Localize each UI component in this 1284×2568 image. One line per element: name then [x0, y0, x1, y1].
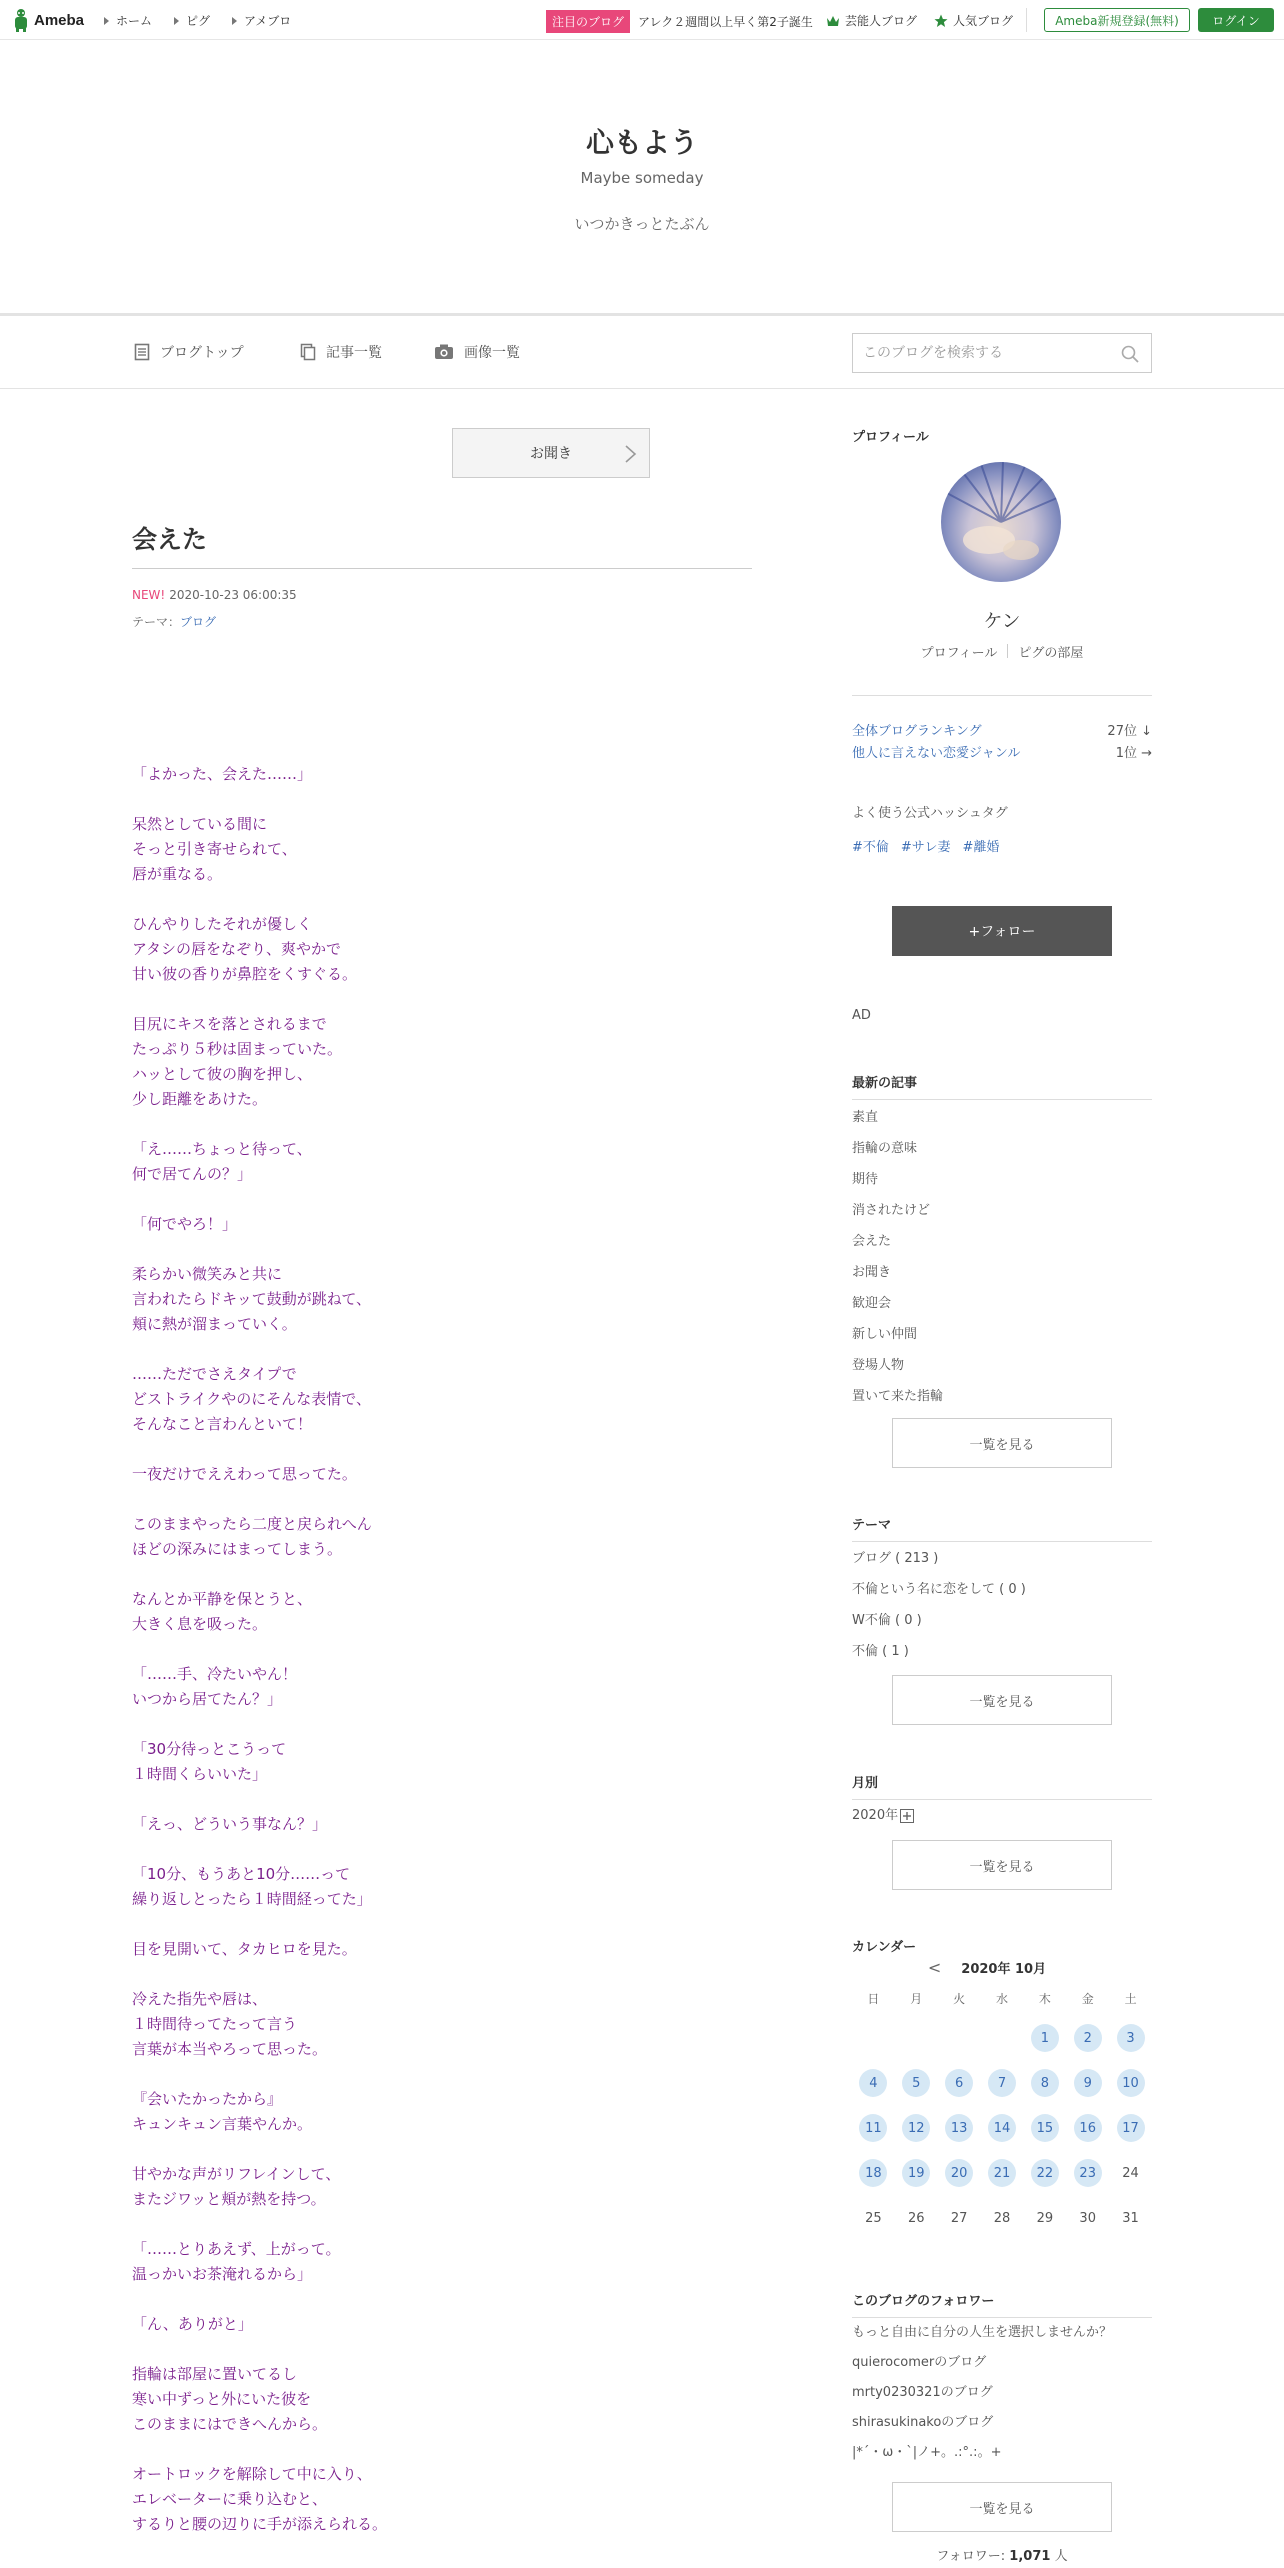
calendar-day-number[interactable]: 5: [902, 2069, 930, 2097]
entry-meta: [132, 588, 297, 602]
latest-entry-link[interactable]: 登場人物: [852, 1358, 905, 1373]
calendar-empty: [895, 2023, 938, 2053]
calendar-day[interactable]: [895, 2158, 938, 2188]
ranking-genre[interactable]: [852, 742, 1152, 761]
latest-more-button[interactable]: 一覧を見る: [892, 1418, 1112, 1468]
calendar-empty: [852, 2023, 895, 2053]
followers-more-button[interactable]: 一覧を見る: [892, 2482, 1112, 2532]
entry-paragraph: 「30分待っとこうって １時間くらいいた」: [132, 1740, 287, 1783]
calendar-day: [981, 2203, 1024, 2233]
follower-link[interactable]: mrty0230321のブログ: [852, 2385, 993, 2400]
calendar-day-number[interactable]: 6: [945, 2069, 973, 2097]
calendar-day[interactable]: [981, 2068, 1024, 2098]
ranking-label[interactable]: 他人に言えない恋愛ジャンル: [852, 746, 1021, 761]
copy-icon: [300, 343, 316, 361]
calendar-day[interactable]: [852, 2068, 895, 2098]
theme-link[interactable]: ブログ: [180, 615, 217, 629]
entry-paragraph: 指輪は部屋に置いてるし 寒い中ずっと外にいた彼を このままにはできへんから。: [132, 2365, 328, 2433]
ameba-logo-icon: [12, 8, 30, 32]
calendar-day[interactable]: [938, 2158, 981, 2188]
calendar-day: [1109, 2203, 1152, 2233]
avatar-image: [941, 462, 1061, 582]
follower-link[interactable]: quierocomerのブログ: [852, 2355, 987, 2370]
nav-ameblo[interactable]: [232, 12, 291, 29]
calendar-month: 2020年 10月: [961, 1962, 1047, 1977]
calendar-day[interactable]: [1109, 2023, 1152, 2053]
arrow-right-icon: [104, 17, 109, 25]
theme-item-link[interactable]: ブログ ( 213 ): [852, 1551, 939, 1566]
entry-paragraph: 目を見開いて、タカヒロを見た。: [132, 1940, 357, 1958]
hashtag-link[interactable]: #サレ妻: [900, 840, 951, 855]
follower-list: [852, 2318, 1152, 2468]
calendar-day-number[interactable]: 23: [1074, 2159, 1102, 2187]
monthly-more-button[interactable]: 一覧を見る: [892, 1840, 1112, 1890]
latest-entry-link[interactable]: 置いて来た指輪: [852, 1389, 944, 1404]
calendar-day-number[interactable]: 12: [902, 2114, 930, 2142]
calendar-month-nav: [852, 1958, 1152, 1977]
entry-paragraph: 「何でやろ！」: [132, 1215, 238, 1233]
blog-title[interactable]: 心もよう: [585, 126, 698, 159]
calendar-day-number[interactable]: 16: [1074, 2114, 1102, 2142]
calendar-day[interactable]: [1109, 2068, 1152, 2098]
monthly-year-label: 2020年: [852, 1808, 899, 1823]
prev-entry-button[interactable]: [452, 428, 650, 478]
calendar-day[interactable]: [1023, 2023, 1066, 2053]
calendar-day[interactable]: [895, 2068, 938, 2098]
follower-count-value: 1,071: [1009, 2549, 1051, 2564]
calendar-day-number: 30: [1079, 2210, 1096, 2226]
profile-links: [852, 642, 1152, 661]
calendar-day[interactable]: [938, 2113, 981, 2143]
calendar-day[interactable]: [852, 2158, 895, 2188]
follower-count-label: フォロワー:: [936, 2549, 1006, 2564]
follower-count: [852, 2545, 1152, 2564]
calendar-day-number[interactable]: 13: [945, 2114, 973, 2142]
prev-entry-label: お聞き: [530, 446, 572, 462]
entry-body: [132, 762, 752, 2562]
monthly-list: [852, 1800, 1152, 1831]
calendar-empty: [981, 2023, 1024, 2053]
hashtag-heading: よく使う公式ハッシュタグ: [852, 806, 1008, 821]
nav-pigg[interactable]: [174, 12, 210, 29]
theme-more-button[interactable]: 一覧を見る: [892, 1675, 1112, 1725]
calendar-day: [1109, 2158, 1152, 2188]
ranking-value: 1位 →: [1115, 746, 1152, 761]
blog-top-label: ブログトップ: [160, 345, 244, 361]
ameba-logo[interactable]: [12, 8, 84, 32]
entry-paragraph: 「えっ、どういう事なん？」: [132, 1815, 328, 1833]
calendar-day: [938, 2203, 981, 2233]
hashtag-link[interactable]: #不倫: [852, 840, 889, 855]
follower-link[interactable]: |*´・ω・`|ノ+。.:°.:。+: [852, 2445, 1002, 2460]
expand-plus-icon[interactable]: [900, 1809, 914, 1823]
calendar-heading: カレンダー: [852, 1940, 917, 1955]
calendar-day-number[interactable]: 20: [945, 2159, 973, 2187]
calendar-day-number[interactable]: 3: [1117, 2024, 1145, 2052]
calendar-day-number[interactable]: 1: [1031, 2024, 1059, 2052]
profile-name[interactable]: ケン: [983, 610, 1021, 632]
hashtag-list: [852, 836, 999, 855]
entry-date: 2020-10-23 06:00:35: [169, 588, 297, 602]
search-input[interactable]: [863, 343, 1103, 363]
weekday-label: 水: [995, 1992, 1008, 2006]
search-icon[interactable]: [1121, 345, 1139, 363]
calendar-empty: [938, 2023, 981, 2053]
entry-theme: [132, 613, 216, 630]
latest-list: [852, 1102, 1152, 1412]
entry-list-label: 記事一覧: [326, 345, 382, 361]
latest-entry-link[interactable]: 期待: [852, 1172, 879, 1187]
weekday-label: 土: [1124, 1992, 1137, 2006]
profile-link[interactable]: プロフィール: [920, 646, 998, 661]
top-nav: [104, 12, 291, 29]
calendar-day-number[interactable]: 14: [988, 2114, 1016, 2142]
calendar-day[interactable]: [1109, 2113, 1152, 2143]
calendar-day[interactable]: [1023, 2068, 1066, 2098]
follower-link[interactable]: もっと自由に自分の人生を選択しませんか？: [852, 2325, 1113, 2340]
calendar-day[interactable]: [895, 2113, 938, 2143]
topbar-divider: [1026, 8, 1027, 32]
ranking-label[interactable]: 全体ブログランキング: [852, 724, 982, 739]
calendar-day: [1066, 2203, 1109, 2233]
calendar-day-number: 26: [907, 2210, 925, 2226]
blog-subtitle: Maybe someday: [580, 169, 704, 187]
arrow-right-icon: [232, 17, 237, 25]
weekday-label: 月: [910, 1992, 923, 2006]
calendar-day-number[interactable]: 22: [1031, 2159, 1059, 2187]
nav-ameblo-label: アメブロ: [244, 14, 292, 28]
calendar-day-number: 31: [1122, 2210, 1139, 2226]
entry-list-link[interactable]: [300, 342, 382, 362]
logo-text: Ameba: [34, 11, 85, 29]
theme-list: [852, 1543, 1152, 1667]
celeb-blog-link[interactable]: [826, 12, 917, 29]
calendar-day-number[interactable]: 18: [859, 2159, 887, 2187]
blog-top-link[interactable]: [134, 342, 244, 362]
calendar-day-number: 27: [950, 2210, 968, 2226]
ad-label: AD: [852, 1008, 871, 1023]
latest-heading: 最新の記事: [852, 1072, 1152, 1100]
monthly-heading: 月別: [852, 1772, 1152, 1800]
ranking-value: 27位 ↓: [1107, 724, 1152, 739]
entry-paragraph: ……ただでさえタイプで どストライクやのにそんな表情で、 そんなこと言わんといて！: [132, 1365, 371, 1433]
entry-paragraph: 「……手、冷たいやん！ いつから居てたん？」: [132, 1665, 298, 1708]
latest-entry-link[interactable]: お聞き: [852, 1265, 892, 1280]
entry-paragraph: 目尻にキスを落とされるまで たっぷり５秒は固まっていた。 ハッとして彼の胸を押し、 少し距離をあけた。: [132, 1015, 343, 1108]
follower-count-unit: 人: [1054, 2549, 1068, 2564]
camera-icon: [434, 343, 454, 361]
calendar-day-number[interactable]: 2: [1074, 2024, 1102, 2052]
calendar-day-number[interactable]: 17: [1117, 2114, 1145, 2142]
entry-paragraph: 「よかった、会えた……」: [132, 765, 313, 783]
blog-header: [0, 41, 1284, 313]
entry-paragraph: 一夜だけでええわって思ってた。: [132, 1465, 357, 1483]
calendar-day[interactable]: [852, 2113, 895, 2143]
entry-paragraph: 「10分、もうあと10分……って 繰り返しとったら１時間経ってた」: [132, 1865, 372, 1908]
profile-heading: プロフィール: [852, 430, 929, 445]
entry-paragraph: 柔らかい微笑みと共に 言われたらドキッて鼓動が跳ねて、 頬に熱が溜まっていく。: [132, 1265, 372, 1333]
image-list-label: 画像一覧: [464, 345, 520, 361]
top-bar: [0, 0, 1284, 40]
arrow-right-icon: [174, 17, 179, 25]
entry-paragraph: 甘やかな声がリフレインして、 またジワッと頬が熱を持つ。: [132, 2165, 341, 2208]
nav-home[interactable]: [104, 12, 152, 29]
calendar-day[interactable]: [938, 2068, 981, 2098]
ranking-overall[interactable]: [852, 720, 1152, 739]
entry-paragraph: 「……とりあえず、上がって。 温っかいお茶淹れるから」: [132, 2240, 341, 2283]
login-button[interactable]: ログイン: [1198, 8, 1274, 32]
calendar-day-number[interactable]: 7: [988, 2069, 1016, 2097]
calendar-day[interactable]: [1023, 2113, 1066, 2143]
title-divider: [132, 568, 752, 569]
calendar-day-number[interactable]: 9: [1074, 2069, 1102, 2097]
weekday-label: 日: [867, 1992, 880, 2006]
entry-paragraph: 呆然としている間に そっと引き寄せられて、 唇が重なる。: [132, 815, 297, 883]
follower-link[interactable]: shirasukinakoのブログ: [852, 2415, 994, 2430]
profile-divider: [852, 695, 1152, 696]
latest-entry-link[interactable]: 新しい仲間: [852, 1327, 918, 1342]
latest-entry-link[interactable]: 素直: [852, 1110, 879, 1125]
entry-paragraph: 「え……ちょっと待って、 何で居てんの？」: [132, 1140, 312, 1183]
latest-entry-link[interactable]: 会えた: [852, 1234, 892, 1249]
pig-room-link[interactable]: ピグの部屋: [1018, 646, 1084, 661]
calendar-grid: [852, 1990, 1152, 2233]
nav-home-label: ホーム: [116, 14, 153, 28]
calendar-day[interactable]: [981, 2113, 1024, 2143]
calendar-day[interactable]: [1066, 2158, 1109, 2188]
hashtag-link[interactable]: #離婚: [962, 840, 1000, 855]
profile-avatar[interactable]: [941, 462, 1061, 582]
calendar-day[interactable]: [1066, 2023, 1109, 2053]
nav-pigg-label: ピグ: [186, 14, 211, 28]
popular-blog-label: 人気ブログ: [953, 14, 1014, 28]
celeb-blog-label: 芸能人ブログ: [845, 14, 918, 28]
calendar-day[interactable]: [1066, 2068, 1109, 2098]
calendar-day[interactable]: [1023, 2158, 1066, 2188]
entry-paragraph: 「ん、ありがと」: [132, 2315, 253, 2333]
calendar-day-number: 24: [1122, 2165, 1139, 2181]
weekday-label: 金: [1081, 1992, 1094, 2006]
blog-nav: [0, 313, 1284, 389]
featured-text[interactable]: アレク２週間以上早く第2子誕生: [638, 15, 813, 29]
theme-heading: テーマ: [852, 1514, 1152, 1542]
document-icon: [134, 343, 150, 361]
calendar-day: [895, 2203, 938, 2233]
latest-entry-link[interactable]: 歓迎会: [852, 1296, 892, 1311]
entry-paragraph: このままやったら二度と戻られへん ほどの深みにはまってしまう。: [132, 1515, 372, 1558]
new-badge: NEW!: [132, 588, 166, 602]
calendar-day-number[interactable]: 4: [859, 2069, 887, 2097]
featured-badge: 注目のブログ: [546, 10, 630, 33]
featured-blog[interactable]: [546, 10, 813, 33]
latest-entry-link[interactable]: 指輪の意味: [852, 1141, 918, 1156]
entry-paragraph: ひんやりしたそれが優しく アタシの唇をなぞり、爽やかで 甘い彼の香りが鼻腔をくすぐる。: [132, 915, 358, 983]
calendar-day[interactable]: [1066, 2113, 1109, 2143]
latest-entry-link[interactable]: 消されたけど: [852, 1203, 931, 1218]
follow-button[interactable]: +フォロー: [892, 906, 1112, 956]
calendar-day-number[interactable]: 8: [1031, 2069, 1059, 2097]
entry-paragraph: オートロックを解除して中に入り、 エレベーターに乗り込むと、 するりと腰の辺りに手が添えられる。: [132, 2465, 388, 2533]
calendar-day: [1023, 2203, 1066, 2233]
weekday-label: 木: [1038, 1992, 1051, 2006]
popular-blog-link[interactable]: [934, 12, 1013, 29]
followers-heading: このブログのフォロワー: [852, 2290, 1152, 2318]
calendar-day-number[interactable]: 15: [1031, 2114, 1059, 2142]
blog-search: [852, 333, 1152, 373]
entry-paragraph: 冷えた指先や唇は、 １時間待ってたって言う 言葉が本当やろって思った。: [132, 1990, 328, 2058]
register-button[interactable]: Ameba新規登録(無料): [1044, 8, 1190, 32]
calendar-prev-icon[interactable]: <: [927, 1958, 942, 1977]
theme-prefix: テーマ：: [132, 615, 181, 629]
weekday-label: 火: [953, 1992, 966, 2006]
entry-paragraph: なんとか平静を保とうと、 大きく息を吸った。: [132, 1590, 313, 1633]
theme-item-link[interactable]: 不倫 ( 1 ): [852, 1644, 909, 1659]
calendar-day-number[interactable]: 10: [1117, 2069, 1145, 2097]
calendar-day-number[interactable]: 11: [859, 2114, 887, 2142]
star-icon: [934, 14, 948, 28]
blog-description: いつかきっとたぶん: [574, 215, 710, 233]
calendar-day-number: 28: [993, 2210, 1011, 2226]
image-list-link[interactable]: [434, 342, 520, 362]
chevron-right-icon: [623, 445, 637, 463]
calendar-day: [852, 2203, 895, 2233]
link-divider: [1007, 644, 1008, 658]
crown-icon: [826, 15, 840, 27]
theme-item-link[interactable]: 不倫という名に恋をして ( 0 ): [852, 1582, 1026, 1597]
calendar-day[interactable]: [981, 2158, 1024, 2188]
calendar-day-number[interactable]: 19: [902, 2159, 930, 2187]
entry-paragraph: 『会いたかったから』 キュンキュン言葉やんか。: [132, 2090, 313, 2133]
calendar-day-number[interactable]: 21: [988, 2159, 1016, 2187]
calendar-day-number: 25: [865, 2210, 882, 2226]
theme-item-link[interactable]: W不倫 ( 0 ): [852, 1613, 922, 1628]
calendar-day-number: 29: [1036, 2210, 1054, 2226]
monthly-year[interactable]: [852, 1800, 1152, 1831]
entry-title[interactable]: 会えた: [132, 525, 208, 554]
